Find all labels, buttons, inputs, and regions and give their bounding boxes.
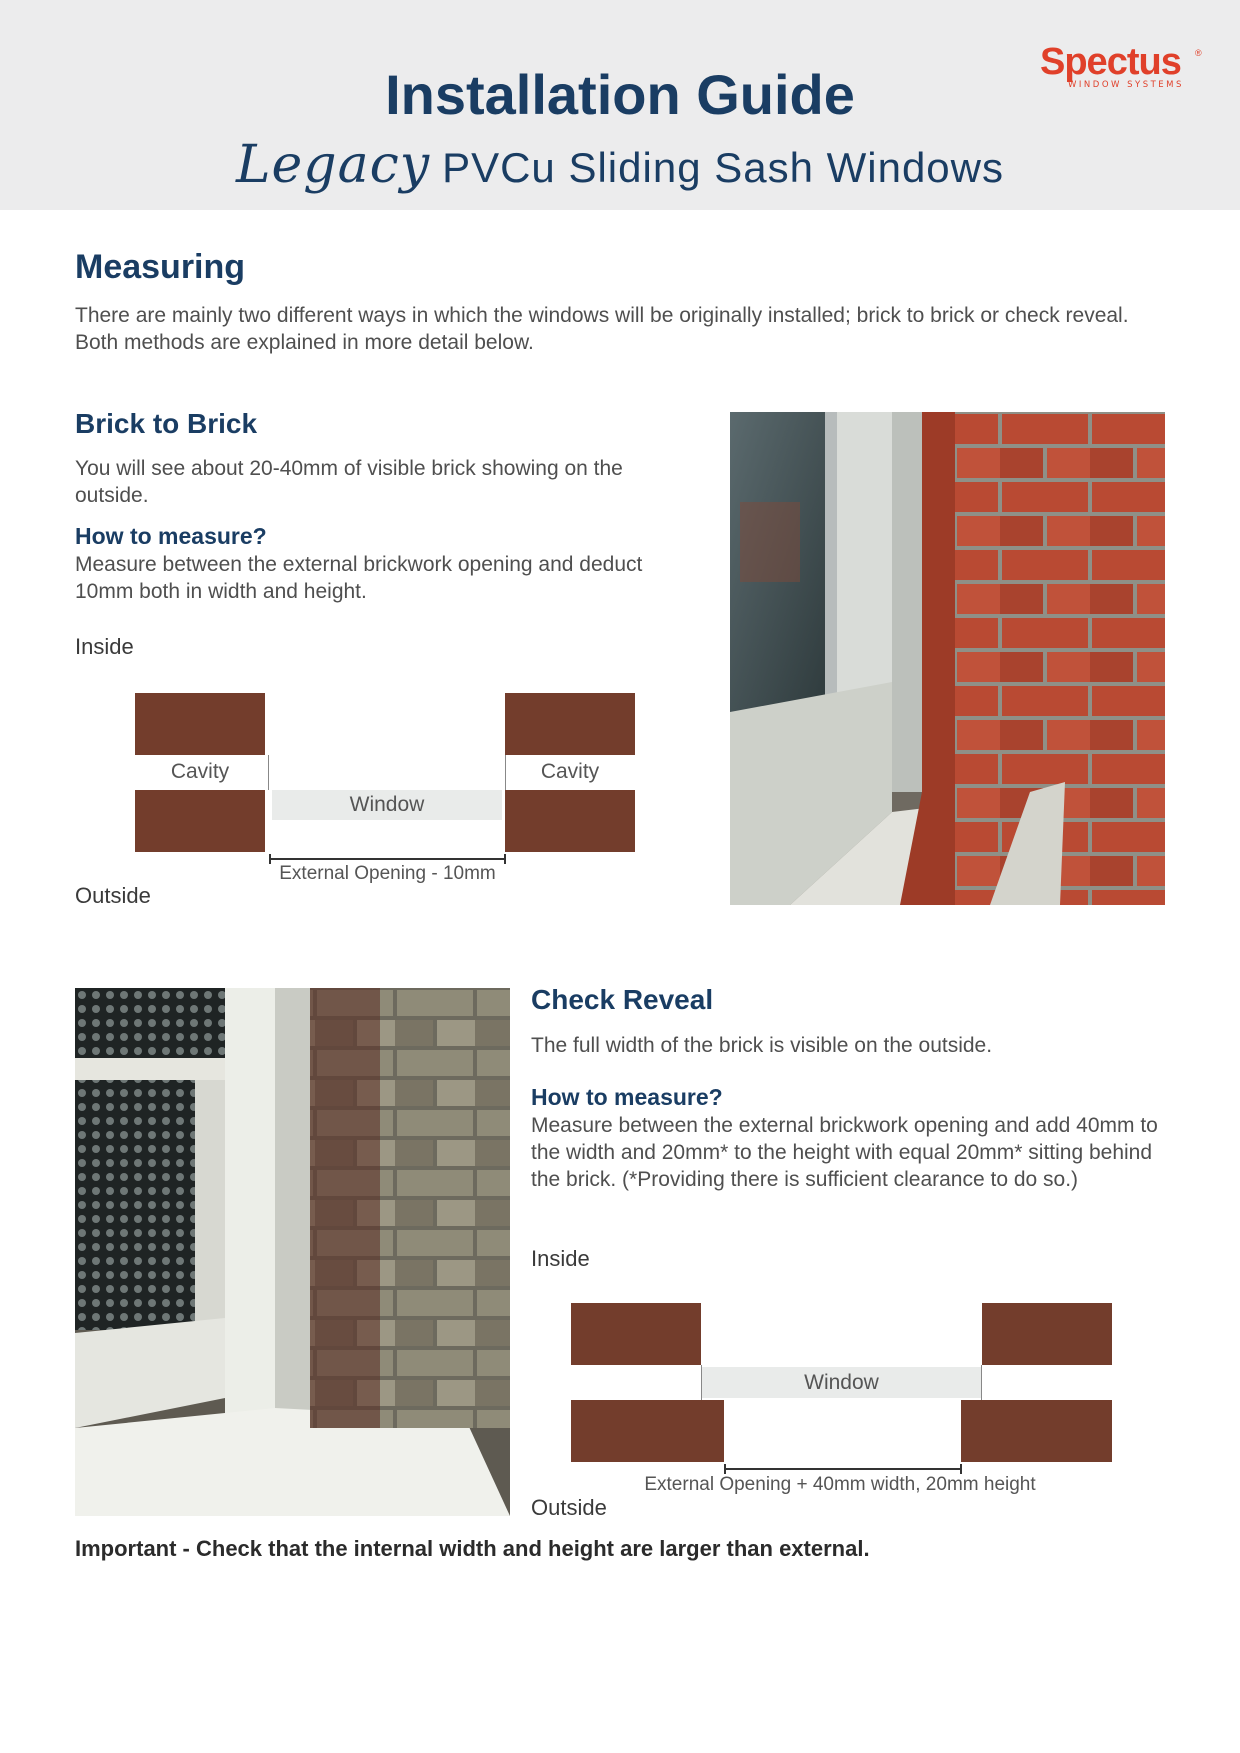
intro-paragraph: There are mainly two different ways in which the windows will be originally installed; brick to brick or check reveal. Both methods are explained in more detail below. [75, 304, 1129, 354]
check-reveal-photo-illustration [75, 988, 510, 1516]
dimension-label: External Opening - 10mm [279, 863, 496, 884]
brick-top-left [135, 693, 265, 755]
page-title: Installation Guide [385, 63, 855, 126]
how-to-measure-heading-2: How to measure? [531, 1084, 723, 1110]
check-reveal-description: The full width of the brick is visible on the outside. [531, 1034, 993, 1057]
outside-label-2: Outside [531, 1495, 607, 1520]
window-edge-left [701, 1365, 702, 1400]
section-heading-brick-to-brick: Brick to Brick [75, 408, 258, 439]
check-reveal-diagram [560, 1300, 1120, 1510]
logo-subtitle: WINDOW SYSTEMS [1068, 80, 1184, 90]
spectus-logo [1040, 42, 1210, 98]
section-heading-measuring: Measuring [75, 248, 246, 286]
cavity-label-right: Cavity [540, 760, 600, 783]
brick-to-brick-photo [730, 412, 1165, 905]
dimension-line-2 [724, 1468, 962, 1470]
brick-bottom-right [505, 790, 635, 852]
dimension-label-2: External Opening + 40mm width, 20mm height [644, 1474, 1036, 1495]
window-edge-right [981, 1365, 982, 1400]
inside-label-2: Inside [531, 1246, 590, 1271]
page-subtitle [0, 135, 1240, 195]
outside-label: Outside [75, 883, 151, 908]
section-heading-check-reveal: Check Reveal [531, 984, 714, 1015]
brick-bottom-left [135, 790, 265, 852]
how-to-measure-heading: How to measure? [75, 523, 267, 549]
how-to-measure-text: Measure between the external brickwork opening and deduct 10mm both in width and height. [75, 553, 643, 603]
important-note: Important - Check that the internal width and height are larger than external. [75, 1536, 870, 1561]
brick-top-right [505, 693, 635, 755]
brick-top-right-2 [982, 1303, 1112, 1365]
brick-to-brick-description: You will see about 20-40mm of visible brick showing on the outside. [75, 457, 623, 507]
inside-label: Inside [75, 634, 134, 659]
subtitle-script: Legacy [235, 135, 431, 195]
window-bar-2: Window [701, 1367, 982, 1398]
how-to-measure-text-2: Measure between the external brickwork opening and add 40mm to the width and 20mm* to the height with equal 20mm* sitting behind the brick. (*Providing there is sufficient clearance to do so.) [531, 1114, 1158, 1191]
window-bar: Window [272, 790, 502, 820]
logo-registered-mark: ® [1195, 48, 1202, 58]
cavity-label-left: Cavity [170, 760, 230, 783]
brick-bottom-right-2 [961, 1400, 1112, 1462]
brick-top-left-2 [571, 1303, 701, 1365]
check-reveal-photo [75, 988, 510, 1516]
cavity-line-left [268, 755, 269, 790]
logo-wordmark: Spectus [1040, 41, 1181, 83]
brick-to-brick-diagram [135, 690, 640, 890]
header-band [0, 0, 1240, 210]
brick-to-brick-photo-illustration [730, 412, 1165, 905]
subtitle-text: PVCu Sliding Sash Windows [442, 144, 1004, 191]
dimension-line [269, 858, 506, 860]
brick-bottom-left-2 [571, 1400, 724, 1462]
